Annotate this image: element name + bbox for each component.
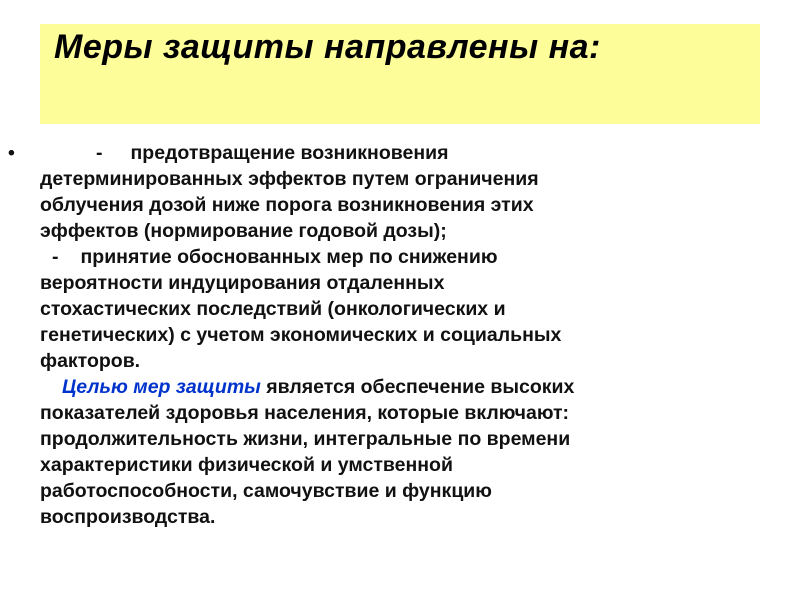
paragraph-1-line-1 <box>40 140 780 166</box>
paragraph-2-text: принятие обоснованных мер по снижению <box>80 246 498 268</box>
paragraph-2-line-5: факторов. <box>40 350 141 372</box>
dash-marker: - <box>52 246 59 268</box>
slide-body <box>8 140 780 530</box>
title-box <box>40 24 760 124</box>
paragraph-3-line-5: работоспособности, самочувствие и функцию <box>40 480 492 502</box>
bullet-marker: • <box>8 142 15 164</box>
paragraph-2-line-3: стохастических последствий (онкологических и <box>40 298 506 320</box>
paragraph-3-line-6: воспроизводства. <box>40 506 216 528</box>
paragraph-2-line-1 <box>40 244 780 270</box>
dash-marker: - <box>96 142 103 164</box>
paragraph-3-line-3: продолжительность жизни, интегральные по времени <box>40 428 571 450</box>
paragraph-1-line-3: облучения дозой ниже порога возникновения этих <box>40 194 534 216</box>
paragraph-3-text: является обеспечение высоких <box>266 376 575 398</box>
paragraph-3-line-4: характеристики физической и умственной <box>40 454 453 476</box>
paragraph-2-line-4: генетических) с учетом экономических и социальных <box>40 324 562 346</box>
paragraph-3-line-2: показателей здоровья населения, которые включают: <box>40 402 570 424</box>
paragraph-2-line-2: вероятности индуцирования отдаленных <box>40 272 445 294</box>
paragraph-1-line-2: детерминированных эффектов путем ограничения <box>40 168 539 190</box>
paragraph-1-line-4: эффектов (нормирование годовой дозы); <box>40 220 447 242</box>
goal-highlight: Целью мер защиты <box>62 376 261 398</box>
paragraph-1-text: предотвращение возникновения <box>130 142 449 164</box>
slide-title: Меры защиты направлены на: <box>54 28 601 66</box>
paragraph-3-line-1 <box>40 374 780 400</box>
